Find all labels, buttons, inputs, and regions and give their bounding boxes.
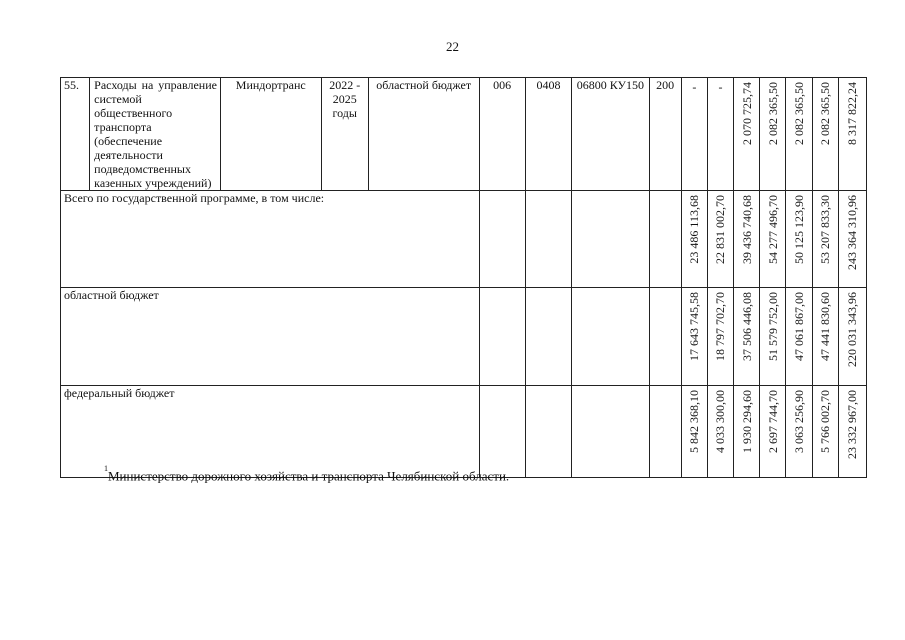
- value-cell: [838, 78, 866, 191]
- value-cell: [734, 288, 760, 386]
- value-cell: [707, 78, 733, 191]
- value-cell: [786, 78, 812, 191]
- value-cell: [786, 191, 812, 288]
- value-cell: [812, 386, 838, 478]
- row-number: 55.: [61, 78, 90, 191]
- value-cell: [838, 191, 866, 288]
- value-text: 23 332 967,00: [845, 390, 860, 459]
- value-text: 53 207 833,30: [818, 195, 833, 264]
- footnote-text: Министерство дорожного хозяйства и транспорта Челябинской области.: [108, 468, 510, 484]
- value-text: 2 082 365,50: [818, 82, 833, 145]
- empty-cell: [572, 288, 649, 386]
- empty-cell: [479, 288, 525, 386]
- empty-cell: [649, 191, 681, 288]
- value-text: 5 766 002,70: [818, 390, 833, 453]
- value-text: 2 082 365,50: [791, 82, 806, 145]
- value-text: 39 436 740,68: [739, 195, 754, 264]
- code-ministry: 006: [479, 78, 525, 191]
- regional-budget-label: областной бюджет: [61, 288, 480, 386]
- empty-cell: [525, 288, 571, 386]
- code-section: 0408: [525, 78, 571, 191]
- budget-table: [60, 77, 867, 478]
- value-cell: [760, 386, 786, 478]
- value-cell: [760, 78, 786, 191]
- funding-source: областной бюджет: [368, 78, 479, 191]
- period: 2022 - 2025 годы: [321, 78, 368, 191]
- value-cell: [812, 191, 838, 288]
- value-text: 23 486 113,68: [687, 195, 702, 264]
- value-cell: [707, 386, 733, 478]
- empty-cell: [525, 191, 571, 288]
- value-text: 2 082 365,50: [765, 82, 780, 145]
- footnote-mark: 1: [104, 464, 108, 473]
- value-cell: [681, 288, 707, 386]
- value-text: 18 797 702,70: [713, 292, 728, 361]
- value-text: 51 579 752,00: [765, 292, 780, 361]
- value-cell: [838, 386, 866, 478]
- activity-name: Расходы на управление системой общественного транспорта (обеспечение деятельности подведомственных казенных учреждений): [90, 78, 221, 191]
- empty-cell: [572, 386, 649, 478]
- table-row-total: [61, 191, 867, 288]
- value-text: -: [692, 80, 697, 94]
- value-text: 47 061 867,00: [791, 292, 806, 361]
- value-cell: [681, 386, 707, 478]
- value-cell: [760, 191, 786, 288]
- value-cell: [707, 191, 733, 288]
- footnote: [104, 464, 510, 484]
- value-cell: [734, 191, 760, 288]
- empty-cell: [479, 191, 525, 288]
- value-cell: [812, 288, 838, 386]
- value-cell: [734, 78, 760, 191]
- value-text: 17 643 745,58: [687, 292, 702, 361]
- value-text: 4 033 300,00: [713, 390, 728, 453]
- value-cell: [760, 288, 786, 386]
- value-text: 22 831 002,70: [713, 195, 728, 264]
- value-cell: [786, 288, 812, 386]
- value-text: 1 930 294,60: [739, 390, 754, 453]
- empty-cell: [479, 386, 525, 478]
- value-text: 8 317 822,24: [845, 82, 860, 145]
- federal-budget-label: федеральный бюджет: [61, 386, 480, 478]
- value-cell: [681, 78, 707, 191]
- value-cell: [734, 386, 760, 478]
- value-text: 5 842 368,10: [687, 390, 702, 453]
- value-text: 3 063 256,90: [791, 390, 806, 453]
- table-row-federal: [61, 386, 867, 478]
- empty-cell: [649, 386, 681, 478]
- value-cell: [681, 191, 707, 288]
- value-text: 54 277 496,70: [765, 195, 780, 264]
- value-cell: [838, 288, 866, 386]
- code-target: 06800 КУ150: [572, 78, 649, 191]
- table-row-regional: [61, 288, 867, 386]
- total-label: Всего по государственной программе, в том числе:: [61, 191, 480, 288]
- value-cell: [812, 78, 838, 191]
- value-text: 50 125 123,90: [791, 195, 806, 264]
- value-text: 243 364 310,96: [845, 195, 860, 270]
- page-number: 22: [446, 39, 459, 54]
- table-row-55: [61, 78, 867, 191]
- value-text: 37 506 446,08: [739, 292, 754, 361]
- value-text: 47 441 830,60: [818, 292, 833, 361]
- empty-cell: [525, 386, 571, 478]
- value-cell: [786, 386, 812, 478]
- value-text: -: [718, 80, 723, 94]
- executor: Миндортранс: [220, 78, 321, 191]
- empty-cell: [649, 288, 681, 386]
- code-expense-type: 200: [649, 78, 681, 191]
- value-text: 2 697 744,70: [765, 390, 780, 453]
- value-text: 2 070 725,74: [739, 82, 754, 145]
- value-cell: [707, 288, 733, 386]
- value-text: 220 031 343,96: [845, 292, 860, 367]
- empty-cell: [572, 191, 649, 288]
